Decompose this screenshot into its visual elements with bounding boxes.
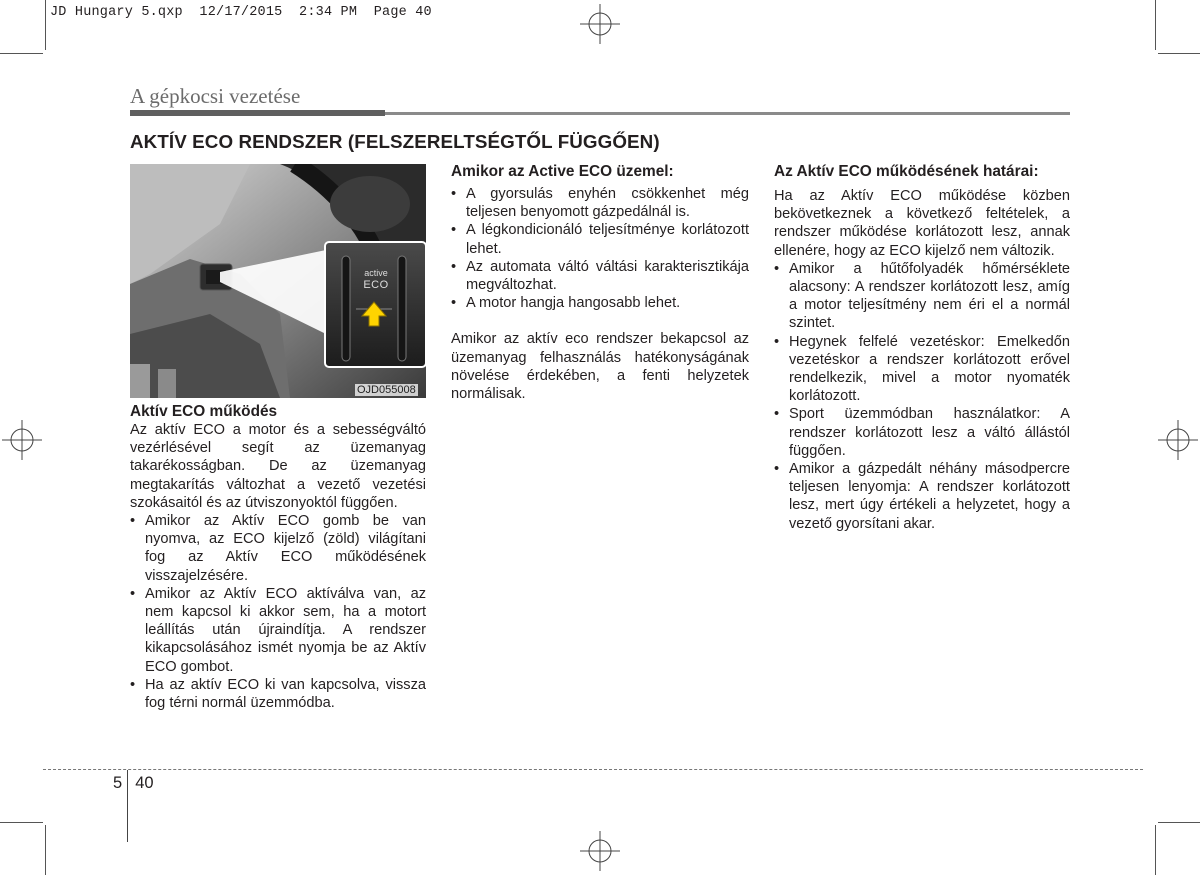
list-item: • A légkondicionáló teljesítménye korlátozott lehet. <box>451 221 749 257</box>
eco-button-label-bottom: ECO <box>363 279 389 291</box>
col3-bullet-list <box>774 260 1070 533</box>
title-rule-dark <box>130 110 385 116</box>
list-item: • Amikor az Aktív ECO gomb be van nyomva, az ECO kijelző (zöld) világítani fog az Aktív ECO működésének visszajelzésére. <box>130 512 426 585</box>
column-2 <box>451 163 749 403</box>
figure-code: OJD055008 <box>357 384 416 396</box>
list-item: • Amikor a gázpedált néhány másodpercre teljesen lenyomja: A rendszer korlátozott lesz, mert úgy értékeli a helyzetet, hogy a vezető gyorsítani akar. <box>774 460 1070 533</box>
col3-subheading: Az Aktív ECO működésének határai: <box>774 163 1039 180</box>
col1-subheading: Aktív ECO működés <box>130 403 278 420</box>
list-item: • A motor hangja hangosabb lehet. <box>451 294 749 312</box>
col2-subheading: Amikor az Active ECO üzemel: <box>451 163 674 180</box>
col1-bullet-list <box>130 512 426 712</box>
registration-mark-icon <box>580 4 620 44</box>
page-number-value: 40 <box>135 774 154 792</box>
list-item: • Hegynek felfelé vezetéskor: Emelkedőn vezetéskor a rendszer korlátozott erővel rendelkezik, mivel a motor nyomaték korlátozott. <box>774 333 1070 406</box>
list-item: • A gyorsulás enyhén csökkenhet még teljesen benyomott gázpedálnál is. <box>451 185 749 221</box>
footer-dashed-rule <box>43 769 1143 770</box>
footer-separator <box>127 770 128 842</box>
list-item: • Amikor az Aktív ECO aktíválva van, az nem kapcsol ki akkor sem, ha a motort leállítás után újraindítja. A rendszer kikapcsolásához ismét nyomja be az Aktív ECO gombot. <box>130 585 426 676</box>
title-rule-light <box>385 112 1070 115</box>
print-header: JD Hungary 5.qxp 12/17/2015 2:34 PM Page 40 <box>50 5 432 20</box>
page-number <box>113 774 154 793</box>
eco-button-figure <box>130 164 426 398</box>
column-3 <box>774 163 1070 533</box>
col2-bullet-list <box>451 185 749 312</box>
list-item: • Ha az aktív ECO ki van kapcsolva, vissza fog térni normál üzemmódba. <box>130 676 426 712</box>
section-title: A gépkocsi vezetése <box>130 84 301 108</box>
registration-mark-icon <box>1158 420 1198 460</box>
registration-mark-icon <box>580 831 620 871</box>
list-item: • Az automata váltó váltási karakterisztikája megváltozhat. <box>451 258 749 294</box>
eco-button-label-top: active <box>364 268 388 278</box>
col2-note: Amikor az aktív eco rendszer bekapcsol az üzemanyag felhasználás hatékonyságának növelése érdekében, a fenti helyzetek normálisak. <box>451 331 749 403</box>
registration-mark-icon <box>2 420 42 460</box>
col1-intro: Az aktív ECO a motor és a sebességváltó vezérlésével segít az üzemanyag takarékosságban. De az üzemanyag megtakarítás változhat a vezető vezetési szokásaitól és az útviszonyoktól függően. <box>130 422 426 511</box>
column-1 <box>130 403 426 712</box>
list-item: • Amikor a hűtőfolyadék hőmérséklete alacsony: A rendszer korlátozott lesz, amíg a motor teljesítmény nem éri el a normál szintet. <box>774 260 1070 333</box>
main-heading: AKTÍV ECO RENDSZER (FELSZERELTSÉGTŐL FÜGGŐEN) <box>130 131 660 152</box>
chapter-number: 5 <box>113 774 123 792</box>
list-item: • Sport üzemmódban használatkor: A rendszer korlátozott lesz a váltó állástól függően. <box>774 405 1070 460</box>
col3-intro: Ha az Aktív ECO működése közben bekövetkeznek a következő feltételek, a rendszer működése korlátozott lesz, annak ellenére, hogy az ECO kijelző nem változik. <box>774 188 1070 259</box>
